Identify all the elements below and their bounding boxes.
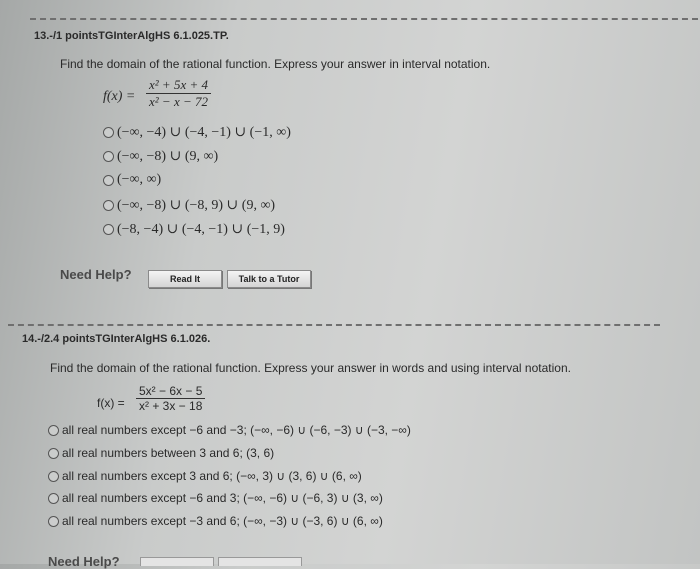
q14-talk-to-tutor-button-partial[interactable]: [218, 557, 302, 566]
q14-option-2[interactable]: [48, 446, 274, 460]
radio-button[interactable]: [103, 127, 114, 138]
q14-fraction: [136, 384, 205, 413]
q13-fx-label: f(x) =: [103, 89, 136, 104]
q13-need-help-label: Need Help?: [60, 267, 132, 282]
q14-numerator: 5x² − 6x − 5: [139, 384, 203, 398]
q13-option-5-label: (−8, −4) ∪ (−4, −1) ∪ (−1, 9): [117, 222, 285, 237]
talk-to-tutor-button[interactable]: Talk to a Tutor: [227, 270, 311, 288]
q14-need-help-label: Need Help?: [48, 554, 120, 569]
q14-instruction: Find the domain of the rational function. Express your answer in words and using interval notation.: [50, 361, 571, 375]
q13-option-4[interactable]: [103, 197, 275, 214]
radio-button[interactable]: [103, 151, 114, 162]
q14-fx-label: f(x) =: [97, 396, 125, 410]
q14-option-5-label: all real numbers except −3 and 6; (−∞, −3) ∪ (−3, 6) ∪ (6, ∞): [62, 514, 383, 528]
q13-option-2[interactable]: [103, 148, 218, 165]
q13-option-1-label: (−∞, −4) ∪ (−4, −1) ∪ (−1, ∞): [117, 125, 291, 140]
middle-divider: [8, 324, 660, 326]
read-it-button[interactable]: Read It: [148, 270, 222, 288]
radio-button[interactable]: [103, 175, 114, 186]
q13-instruction: Find the domain of the rational function. Express your answer in interval notation.: [60, 57, 491, 71]
q13-denominator: x² − x − 72: [146, 93, 211, 110]
top-divider: [30, 18, 698, 20]
radio-button[interactable]: [48, 516, 59, 527]
q13-option-1[interactable]: [103, 124, 291, 141]
radio-button[interactable]: [48, 448, 59, 459]
radio-button[interactable]: [48, 425, 59, 436]
q14-read-it-button-partial[interactable]: [140, 557, 214, 566]
q14-option-1-label: all real numbers except −6 and −3; (−∞, −6) ∪ (−6, −3) ∪ (−3, −∞): [62, 423, 411, 437]
q14-option-4-label: all real numbers except −6 and 3; (−∞, −6) ∪ (−6, 3) ∪ (3, ∞): [62, 491, 383, 505]
q14-denominator: x² + 3x − 18: [136, 398, 205, 413]
q14-header: 14.-/2.4 pointsTGInterAlgHS 6.1.026.: [22, 333, 211, 345]
q14-option-3-label: all real numbers except 3 and 6; (−∞, 3) ∪ (3, 6) ∪ (6, ∞): [62, 469, 362, 483]
radio-button[interactable]: [48, 493, 59, 504]
q13-fraction: [146, 77, 211, 110]
q13-numerator: x² + 5x + 4: [149, 77, 208, 92]
q13-option-3[interactable]: [103, 172, 161, 188]
q14-option-1[interactable]: [48, 423, 411, 437]
q14-option-5[interactable]: [48, 514, 383, 528]
radio-button[interactable]: [48, 471, 59, 482]
radio-button[interactable]: [103, 224, 114, 235]
q13-option-5[interactable]: [103, 221, 285, 238]
q13-option-4-label: (−∞, −8) ∪ (−8, 9) ∪ (9, ∞): [117, 198, 276, 213]
q13-option-3-label: (−∞, ∞): [117, 172, 162, 187]
radio-button[interactable]: [103, 200, 114, 211]
q14-option-2-label: all real numbers between 3 and 6; (3, 6): [62, 446, 275, 460]
q13-header: 13.-/1 pointsTGInterAlgHS 6.1.025.TP.: [34, 30, 229, 42]
q14-option-4[interactable]: [48, 491, 383, 505]
q13-option-2-label: (−∞, −8) ∪ (9, ∞): [117, 149, 219, 164]
q14-option-3[interactable]: [48, 469, 362, 483]
